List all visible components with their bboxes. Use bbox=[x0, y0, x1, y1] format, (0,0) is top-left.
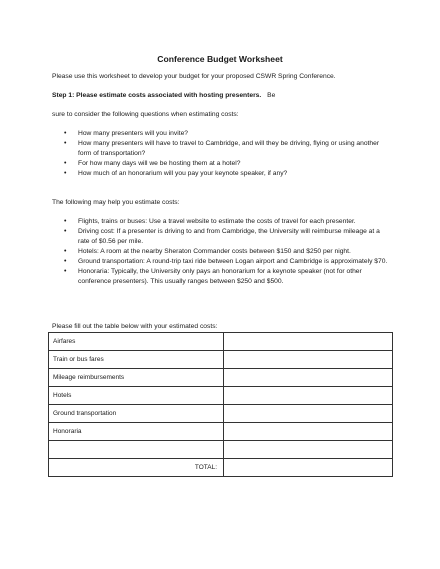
total-amount-cell[interactable] bbox=[224, 459, 393, 477]
question-item-text: How much of an honorarium will you pay your keynote speaker, if any? bbox=[78, 170, 288, 177]
total-label: TOTAL: bbox=[49, 459, 224, 477]
cost-category-cell: Train or bus fares bbox=[49, 351, 224, 369]
help-item-text: Flights, trains or buses: Use a travel website to estimate the costs of travel for each presenter. bbox=[78, 218, 356, 225]
cost-amount-cell[interactable] bbox=[224, 333, 393, 351]
step1-line bbox=[52, 91, 275, 101]
table-row bbox=[49, 405, 393, 423]
table-row bbox=[49, 387, 393, 405]
help-item bbox=[52, 227, 392, 247]
cost-amount-cell[interactable] bbox=[224, 351, 393, 369]
help-item-text: Ground transportation: A round-trip taxi ride between Logan airport and Cambridge is approximately $70. bbox=[78, 258, 388, 265]
question-item bbox=[52, 129, 392, 139]
bullet-icon: • bbox=[64, 258, 67, 265]
cost-category-cell: Honoraria bbox=[49, 423, 224, 441]
help-item-text: Hotels: A room at the nearby Sheraton Commander costs between $150 and $250 per night. bbox=[78, 248, 351, 255]
table-row bbox=[49, 441, 393, 459]
question-item bbox=[52, 159, 392, 169]
cost-category-cell: Ground transportation bbox=[49, 405, 224, 423]
help-item-text: Driving cost: If a presenter is driving to and from Cambridge, the University will reimburse mileage at a rate of $0.56 per mile. bbox=[78, 228, 380, 245]
step1-heading: Step 1: Please estimate costs associated with hosting presenters. bbox=[52, 92, 262, 99]
help-intro: The following may help you estimate costs: bbox=[52, 199, 180, 206]
help-list bbox=[52, 217, 392, 287]
bullet-icon: • bbox=[64, 228, 67, 235]
questions-list bbox=[52, 129, 392, 179]
question-item-text: How many presenters will you invite? bbox=[78, 130, 189, 137]
cost-category-cell bbox=[49, 441, 224, 459]
table-row bbox=[49, 369, 393, 387]
bullet-icon: • bbox=[64, 268, 67, 275]
help-item bbox=[52, 257, 392, 267]
cost-amount-cell[interactable] bbox=[224, 405, 393, 423]
question-item-text: How many presenters will have to travel to Cambridge, and will they be driving, flying or using another form of transportation? bbox=[78, 140, 380, 157]
cost-amount-cell[interactable] bbox=[224, 441, 393, 459]
budget-table bbox=[48, 332, 393, 477]
bullet-icon: • bbox=[64, 130, 67, 137]
intro-text: Please use this worksheet to develop your budget for your proposed CSWR Spring Conference. bbox=[52, 73, 336, 80]
cost-category-cell: Airfares bbox=[49, 333, 224, 351]
bullet-icon: • bbox=[64, 170, 67, 177]
step1-continuation: sure to consider the following questions when estimating costs: bbox=[52, 111, 239, 118]
cost-amount-cell[interactable] bbox=[224, 387, 393, 405]
page-title: Conference Budget Worksheet bbox=[157, 54, 283, 64]
cost-amount-cell[interactable] bbox=[224, 423, 393, 441]
cost-amount-cell[interactable] bbox=[224, 369, 393, 387]
total-row bbox=[49, 459, 393, 477]
help-item-text: Honoraria: Typically, the University only pays an honorarium for a keynote speaker (not for other conference presenters). This usually ranges between $250 and $500. bbox=[78, 268, 362, 285]
table-intro: Please fill out the table below with your estimated costs: bbox=[52, 323, 218, 330]
help-item bbox=[52, 217, 392, 227]
bullet-icon: • bbox=[64, 140, 67, 147]
help-item bbox=[52, 247, 392, 257]
bullet-icon: • bbox=[64, 248, 67, 255]
table-row bbox=[49, 351, 393, 369]
table-row bbox=[49, 333, 393, 351]
question-item bbox=[52, 169, 392, 179]
help-item bbox=[52, 267, 392, 287]
table-row bbox=[49, 423, 393, 441]
question-item-text: For how many days will we be hosting them at a hotel? bbox=[78, 160, 241, 167]
step1-tail: Be bbox=[267, 92, 276, 99]
question-item bbox=[52, 139, 392, 159]
cost-category-cell: Hotels bbox=[49, 387, 224, 405]
cost-category-cell: Mileage reimbursements bbox=[49, 369, 224, 387]
bullet-icon: • bbox=[64, 218, 67, 225]
bullet-icon: • bbox=[64, 160, 67, 167]
